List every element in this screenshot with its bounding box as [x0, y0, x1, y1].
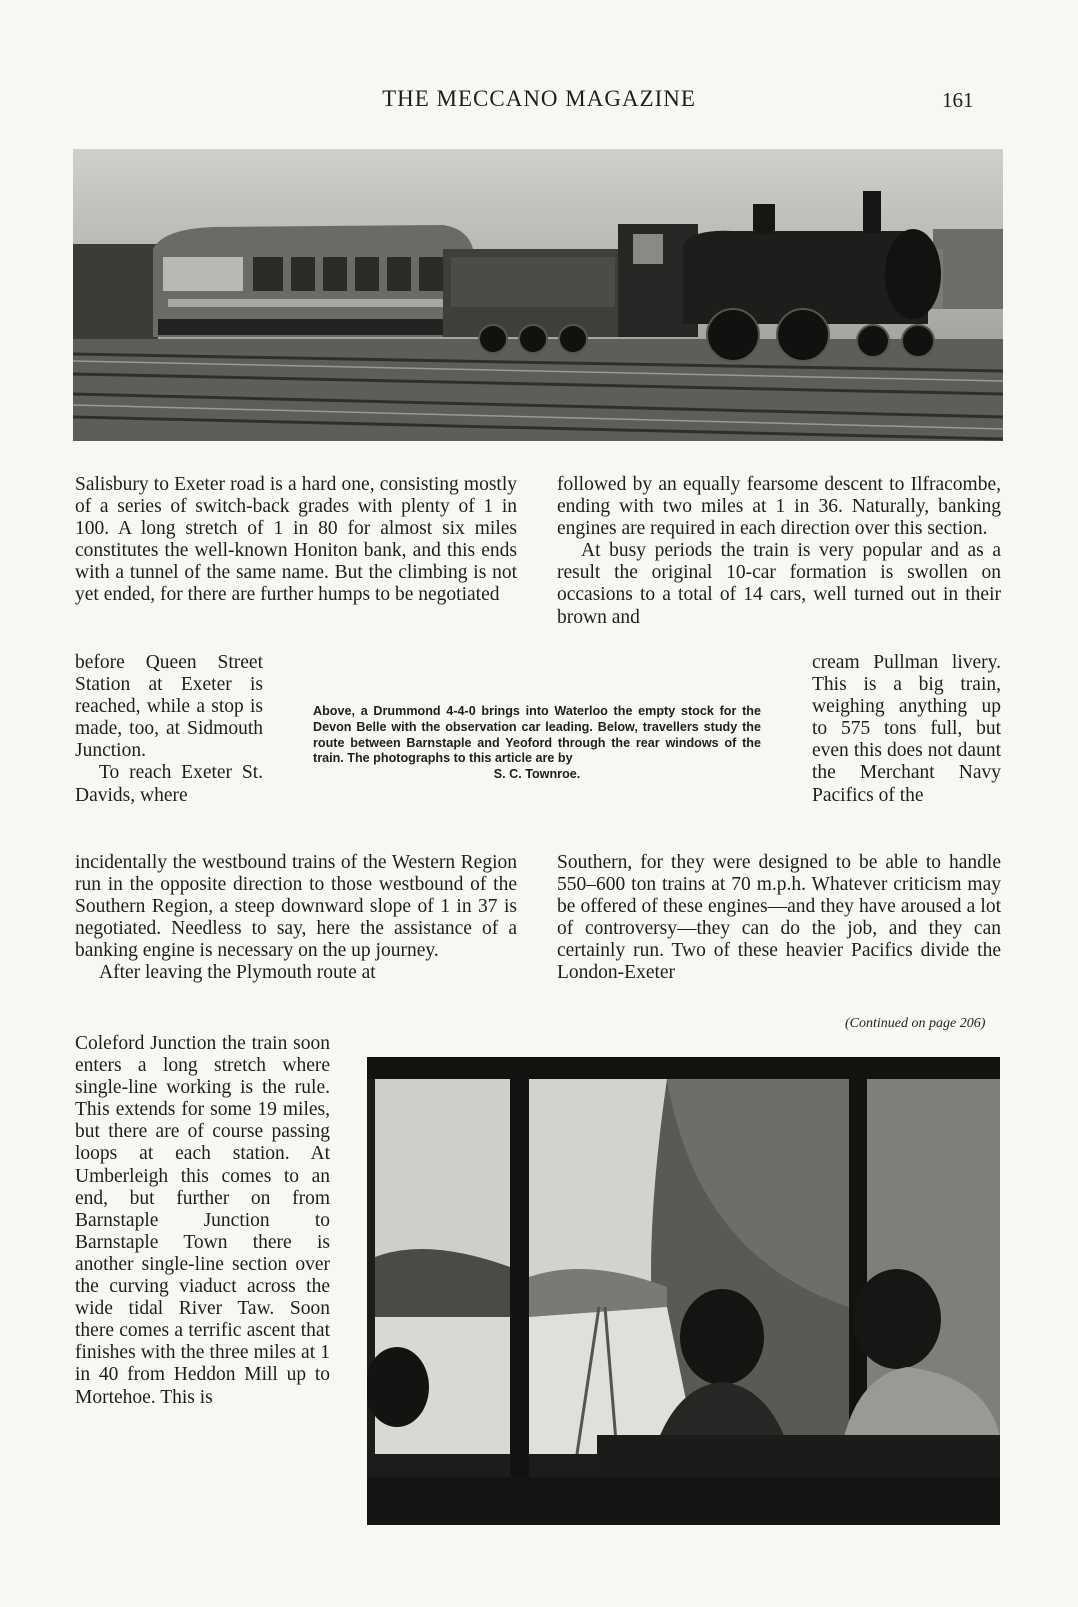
photo-caption	[313, 704, 761, 783]
left-column-text-4	[75, 1033, 330, 1409]
left-column-text-3	[75, 852, 517, 985]
left-column-text-1	[75, 474, 517, 607]
page-number: 161	[942, 88, 974, 112]
paragraph: cream Pullman livery. This is a big train, weighing anything up to 575 tons full, but even this does not daunt the Merchant Navy Pacifics of the	[812, 652, 1001, 806]
paragraph: After leaving the Plymouth route at	[99, 962, 376, 984]
rear-window-photo-icon	[367, 1057, 1000, 1525]
paragraph: Coleford Junction the train soon enters a long stretch where single-line working is the rule. This extends for some 19 miles, but there are of course passing loops at each station. At Umberleigh this comes to an end, but further on from Barnstaple Junction to Barnstaple Town there is another single-line section over the curving viaduct across the wide tidal River Taw. Soon there comes a terrific ascent that finishes with the three miles at 1 in 40 from Heddon Mill up to Mortehoe. This is	[75, 1033, 330, 1408]
right-column-text-1	[557, 474, 1001, 629]
caption-text: Above, a Drummond 4-4-0 brings into Waterloo the empty stock for the Devon Belle with the observation car leading. Below, travellers study the route between Barnstaple and Yeoford through the rear windows of the train. The photographs to this article are by	[313, 704, 761, 766]
locomotive-photo-icon	[73, 149, 1003, 441]
locomotive-photo	[73, 149, 1003, 441]
paragraph: Salisbury to Exeter road is a hard one, consisting mostly of a series of switch-back grades with plenty of 1 in 100. A long stretch of 1 in 80 for almost six miles constitutes the well-known Honiton bank, and this ends with a tunnel of the same name. But the climbing is not yet ended, for there are further humps to be negotiated	[75, 474, 517, 606]
paragraph: before Queen Street Station at Exeter is reached, while a stop is made, too, at Sidmouth Junction.	[75, 652, 263, 762]
continued-note: (Continued on page 206)	[845, 1016, 986, 1031]
rear-window-photo	[367, 1057, 1000, 1525]
right-column-text-2	[812, 652, 1001, 807]
paragraph: To reach Exeter St. Davids, where	[75, 762, 263, 806]
right-column-text-3	[557, 852, 1001, 985]
left-column-text-2	[75, 652, 263, 807]
paragraph: followed by an equally fearsome descent to Ilfracombe, ending with two miles at 1 in 36. Naturally, banking engines are required in each direction over this section.	[557, 474, 1001, 540]
paragraph: incidentally the westbound trains of the Western Region run in the opposite direction to those westbound of the Southern Region, a steep downward slope of 1 in 37 is negotiated. Needless to say, here the assistance of a banking engine is necessary on the up journey.	[75, 852, 517, 962]
paragraph: At busy periods the train is very popular and as a result the original 10-car formation is swollen on occasions to a total of 14 cars, well turned out in their brown and	[557, 540, 1001, 628]
paragraph: Southern, for they were designed to be able to handle 550–600 ton trains at 70 m.p.h. Whatever criticism may be offered of these engines—and they have aroused a lot of controversy—they can do the job, and they can certainly run. Two of these heavier Pacifics divide the London-Exeter	[557, 852, 1001, 984]
magazine-title: THE MECCANO MAGAZINE	[382, 86, 696, 111]
caption-credit: S. C. Townroe.	[493, 767, 581, 782]
